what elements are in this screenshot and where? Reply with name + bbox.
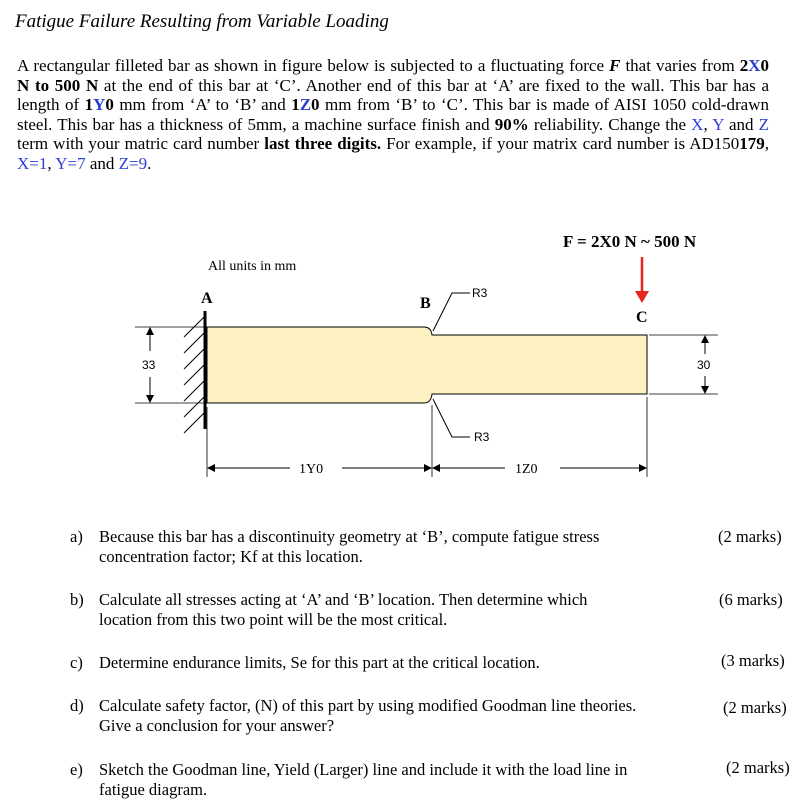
fillet-bottom-label: R3 (474, 430, 490, 444)
filleted-bar (207, 327, 647, 403)
problem-statement: A rectangular filleted bar as shown in figure below is subjected to a fluctuating force F that varies from 2X0 N to 500 N at the end of this bar at ‘C’. Another end of this bar at ‘A’ are fixed to the wall. This bar has a length of 1Y0 mm from ‘A’ to ‘B’ and 1Z0 mm from ‘B’ to ‘C’. This bar is made of AISI 1050 cold-drawn steel. This bar has a thickness of 5mm, a machine surface finish and 90% reliability. Change the X, Y and Z term with your matric card number last three digits. For example, if your matrix card number is AD150179, X=1, Y=7 and Z=9. (17, 56, 770, 173)
length-ab-label: 1Y0 (299, 462, 324, 477)
marks-b: (6 marks) (719, 590, 783, 609)
point-a-label: A (201, 290, 213, 307)
force-label: F = 2X0 N ~ 500 N (563, 232, 697, 251)
marks-e: (2 marks) (726, 758, 790, 777)
page-title: Fatigue Failure Resulting from Variable Loading (15, 11, 389, 32)
marks-a: (2 marks) (718, 527, 782, 546)
marks-d: (2 marks) (723, 698, 787, 717)
fillet-top-leader (433, 293, 470, 331)
fillet-top-label: R3 (472, 286, 488, 300)
height-right-label: 30 (697, 358, 711, 372)
units-note: All units in mm (208, 259, 297, 274)
marks-c: (3 marks) (721, 651, 785, 670)
height-left-label: 33 (142, 358, 156, 372)
length-bc-label: 1Z0 (515, 462, 538, 477)
fixed-wall (184, 311, 205, 433)
point-b-label: B (420, 295, 431, 312)
length-dimensions (207, 397, 647, 477)
point-c-label: C (636, 309, 648, 326)
filleted-bar-figure (0, 215, 811, 495)
fillet-bottom-leader (433, 399, 470, 437)
